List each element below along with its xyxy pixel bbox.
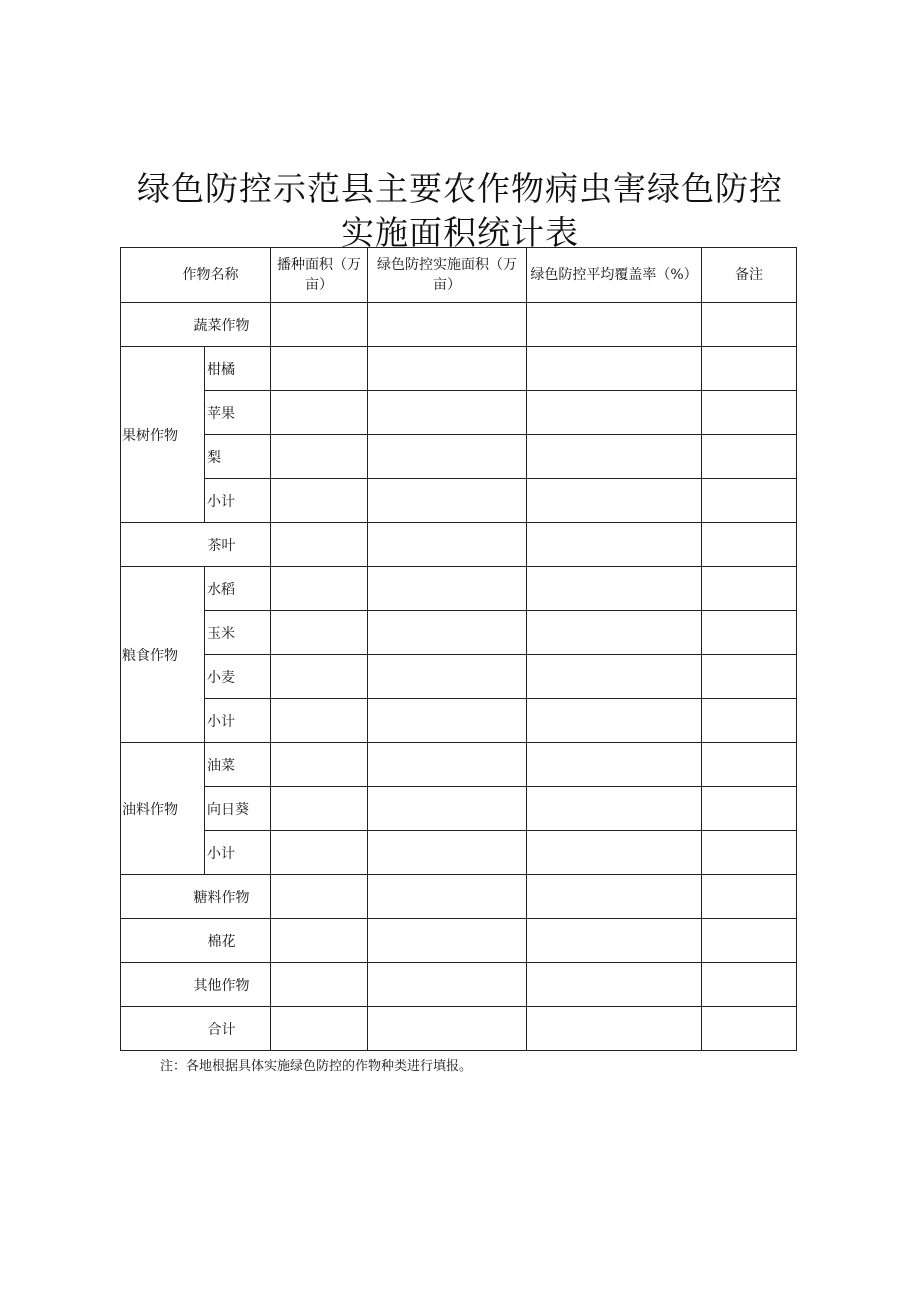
remarks-cell[interactable] (702, 479, 797, 523)
table-row (121, 919, 797, 963)
header-coverage-rate: 绿色防控平均覆盖率（%） (527, 248, 702, 303)
table-row (121, 391, 797, 435)
coverage-cell[interactable] (527, 787, 702, 831)
remarks-cell[interactable] (702, 347, 797, 391)
table-row (121, 611, 797, 655)
page-title-line-1: 绿色防控示范县主要农作物病虫害绿色防控 (137, 169, 783, 208)
green-area-cell[interactable] (368, 391, 527, 435)
table-row (121, 523, 797, 567)
remarks-cell[interactable] (702, 567, 797, 611)
table-row (121, 479, 797, 523)
sown-area-cell[interactable] (271, 875, 368, 919)
sown-area-cell[interactable] (271, 303, 368, 347)
sown-area-cell[interactable] (271, 963, 368, 1007)
remarks-cell[interactable] (702, 875, 797, 919)
sown-area-cell[interactable] (271, 435, 368, 479)
sown-area-cell[interactable] (271, 743, 368, 787)
coverage-cell[interactable] (527, 831, 702, 875)
sown-area-cell[interactable] (271, 787, 368, 831)
remarks-cell[interactable] (702, 699, 797, 743)
table-row (121, 655, 797, 699)
header-remarks: 备注 (702, 248, 797, 303)
table-row (121, 303, 797, 347)
coverage-cell[interactable] (527, 391, 702, 435)
coverage-cell[interactable] (527, 963, 702, 1007)
green-area-cell[interactable] (368, 567, 527, 611)
remarks-cell[interactable] (702, 435, 797, 479)
green-area-cell[interactable] (368, 875, 527, 919)
header-crop-name: 作物名称 (121, 248, 271, 303)
remarks-cell[interactable] (702, 303, 797, 347)
row-label-corn: 玉米 (205, 611, 271, 655)
coverage-cell[interactable] (527, 303, 702, 347)
sown-area-cell[interactable] (271, 699, 368, 743)
green-area-cell[interactable] (368, 611, 527, 655)
row-label-sugar: 糖料作物 (121, 875, 271, 919)
sown-area-cell[interactable] (271, 347, 368, 391)
green-area-cell[interactable] (368, 479, 527, 523)
table-row (121, 1007, 797, 1051)
row-label-rapeseed: 油菜 (205, 743, 271, 787)
row-label-wheat: 小麦 (205, 655, 271, 699)
header-green-control-area: 绿色防控实施面积（万亩） (368, 248, 527, 303)
table-row (121, 743, 797, 787)
table-row (121, 963, 797, 1007)
category-label-fruit: 果树作物 (121, 347, 205, 523)
green-area-cell[interactable] (368, 831, 527, 875)
table-row (121, 787, 797, 831)
coverage-cell[interactable] (527, 875, 702, 919)
green-area-cell[interactable] (368, 787, 527, 831)
row-label-vegetables: 蔬菜作物 (121, 303, 271, 347)
row-label-oil-subtotal: 小计 (205, 831, 271, 875)
green-area-cell[interactable] (368, 303, 527, 347)
row-label-rice: 水稻 (205, 567, 271, 611)
page-title-line-2: 实施面积统计表 (341, 213, 579, 252)
coverage-cell[interactable] (527, 699, 702, 743)
category-label-grain: 粮食作物 (121, 567, 205, 743)
coverage-cell[interactable] (527, 435, 702, 479)
remarks-cell[interactable] (702, 655, 797, 699)
table-row (121, 435, 797, 479)
sown-area-cell[interactable] (271, 479, 368, 523)
coverage-cell[interactable] (527, 611, 702, 655)
header-sown-area: 播种面积（万亩） (271, 248, 368, 303)
remarks-cell[interactable] (702, 743, 797, 787)
coverage-cell[interactable] (527, 1007, 702, 1051)
remarks-cell[interactable] (702, 831, 797, 875)
green-area-cell[interactable] (368, 919, 527, 963)
row-label-citrus: 柑橘 (205, 347, 271, 391)
table-row (121, 699, 797, 743)
category-label-oil: 油料作物 (121, 743, 205, 875)
sown-area-cell[interactable] (271, 1007, 368, 1051)
coverage-cell[interactable] (527, 655, 702, 699)
row-label-fruit-subtotal: 小计 (205, 479, 271, 523)
row-label-total: 合计 (121, 1007, 271, 1051)
sown-area-cell[interactable] (271, 655, 368, 699)
coverage-cell[interactable] (527, 567, 702, 611)
remarks-cell[interactable] (702, 963, 797, 1007)
sown-area-cell[interactable] (271, 523, 368, 567)
remarks-cell[interactable] (702, 1007, 797, 1051)
coverage-cell[interactable] (527, 479, 702, 523)
sown-area-cell[interactable] (271, 391, 368, 435)
remarks-cell[interactable] (702, 919, 797, 963)
green-area-cell[interactable] (368, 699, 527, 743)
table-row (121, 875, 797, 919)
sown-area-cell[interactable] (271, 919, 368, 963)
green-area-cell[interactable] (368, 963, 527, 1007)
row-label-cotton: 棉花 (121, 919, 271, 963)
sown-area-cell[interactable] (271, 831, 368, 875)
row-label-tea: 茶叶 (121, 523, 271, 567)
remarks-cell[interactable] (702, 787, 797, 831)
green-area-cell[interactable] (368, 523, 527, 567)
coverage-cell[interactable] (527, 919, 702, 963)
green-area-cell[interactable] (368, 347, 527, 391)
footnote: 注：各地根据具体实施绿色防控的作物种类进行填报。 (160, 1059, 473, 1074)
green-area-cell[interactable] (368, 1007, 527, 1051)
table-row (121, 831, 797, 875)
green-area-cell[interactable] (368, 743, 527, 787)
green-area-cell[interactable] (368, 655, 527, 699)
sown-area-cell[interactable] (271, 567, 368, 611)
row-label-pear: 梨 (205, 435, 271, 479)
coverage-cell[interactable] (527, 523, 702, 567)
coverage-cell[interactable] (527, 347, 702, 391)
statistics-table (120, 247, 797, 1051)
row-label-grain-subtotal: 小计 (205, 699, 271, 743)
table-row (121, 567, 797, 611)
table-row (121, 347, 797, 391)
row-label-other: 其他作物 (121, 963, 271, 1007)
remarks-cell[interactable] (702, 523, 797, 567)
remarks-cell[interactable] (702, 391, 797, 435)
sown-area-cell[interactable] (271, 611, 368, 655)
remarks-cell[interactable] (702, 611, 797, 655)
row-label-apple: 苹果 (205, 391, 271, 435)
green-area-cell[interactable] (368, 435, 527, 479)
coverage-cell[interactable] (527, 743, 702, 787)
table-header-row (121, 248, 797, 303)
row-label-sunflower: 向日葵 (205, 787, 271, 831)
